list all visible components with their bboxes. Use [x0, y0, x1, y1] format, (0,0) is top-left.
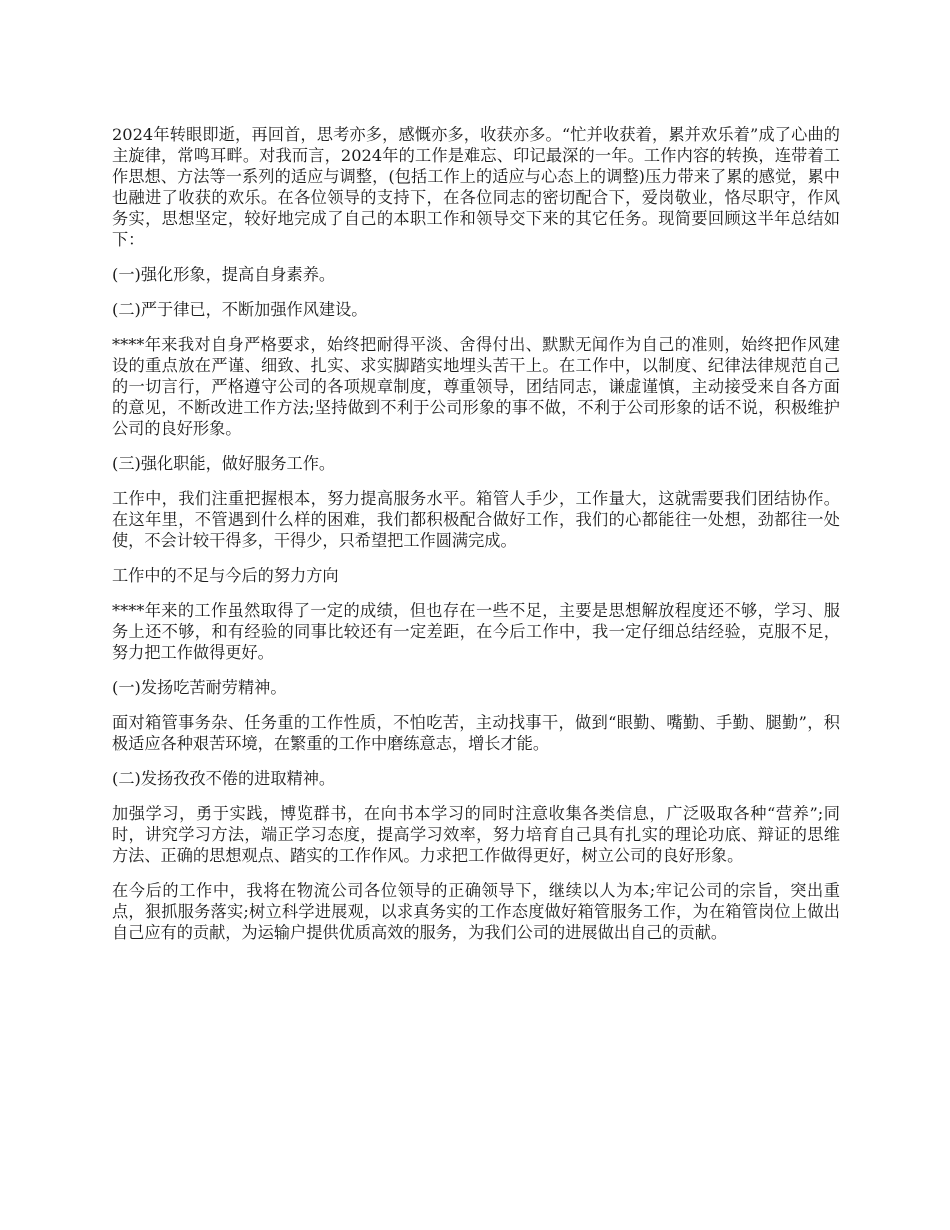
- service-paragraph: 工作中，我们注重把握根本，努力提高服务水平。箱管人手少，工作量大，这就需要我们团结协作。在这年里，不管遇到什么样的困难，我们都积极配合做好工作，我们的心都能往一处想，劲都往一处使，不会计较干得多，干得少，只希望把工作圆满完成。: [112, 489, 840, 550]
- closing-paragraph: 在今后的工作中，我将在物流公司各位领导的正确领导下，继续以人为本;牢记公司的宗旨，突出重点，狠抓服务落实;树立科学进展观，以求真务实的工作态度做好箱管服务工作，为在箱管岗位上做出自己应有的贡献，为运输户提供优质高效的服务，为我们公司的进展做出自己的贡献。: [112, 881, 840, 942]
- section-heading-progress: (二)发扬孜孜不倦的进取精神。: [112, 769, 336, 788]
- document-body: [112, 124, 840, 957]
- section-heading-shortcomings: 工作中的不足与今后的努力方向: [112, 566, 339, 585]
- hardwork-paragraph: 面对箱管事务杂、任务重的工作性质，不怕吃苦，主动找事干，做到“眼勤、嘴勤、手勤、腿勤”，积极适应各种艰苦环境，在繁重的工作中磨练意志，增长才能。: [112, 713, 840, 753]
- shortcomings-paragraph: ****年来的工作虽然取得了一定的成绩，但也存在一些不足，主要是思想解放程度还不够，学习、服务上还不够，和有经验的同事比较还有一定差距，在今后工作中，我一定仔细总结经验，克服不足，努力把工作做得更好。: [112, 601, 840, 662]
- section-heading-hardwork: (一)发扬吃苦耐劳精神。: [112, 678, 287, 697]
- intro-paragraph: 2024年转眼即逝，再回首，思考亦多，感慨亦多，收获亦多。“忙并收获着，累并欢乐着”成了心曲的主旋律，常鸣耳畔。对我而言，2024年的工作是难忘、印记最深的一年。工作内容的转换，连带着工作思想、方法等一系列的适应与调整，(包括工作上的适应与心态上的调整)压力带来了累的感觉，累中也融进了收获的欢乐。在各位领导的支持下，在各位同志的密切配合下，爱岗敬业，恪尽职守，作风务实，思想坚定，较好地完成了自己的本职工作和领导交下来的其它任务。现简要回顾这半年总结如下：: [112, 125, 840, 249]
- section-heading-image: (一)强化形象，提高自身素养。: [112, 265, 336, 284]
- section-heading-service: (三)强化职能，做好服务工作。: [112, 454, 336, 473]
- section-heading-discipline: (二)严于律已，不断加强作风建设。: [112, 300, 368, 319]
- progress-paragraph: 加强学习，勇于实践，博览群书，在向书本学习的同时注意收集各类信息，广泛吸取各种“营养”;同时，讲究学习方法，端正学习态度，提高学习效率，努力培育自己具有扎实的理论功底、辩证的思维方法、正确的思想观点、踏实的工作作风。力求把工作做得更好，树立公司的良好形象。: [112, 804, 840, 865]
- discipline-paragraph: ****年来我对自身严格要求，始终把耐得平淡、舍得付出、默默无闻作为自己的准则，始终把作风建设的重点放在严谨、细致、扎实、求实脚踏实地埋头苦干上。在工作中，以制度、纪律法律规范自己的一切言行，严格遵守公司的各项规章制度，尊重领导，团结同志，谦虚谨慎，主动接受来自各方面的意见，不断改进工作方法;坚持做到不利于公司形象的事不做，不利于公司形象的话不说，积极维护公司的良好形象。: [112, 335, 840, 438]
